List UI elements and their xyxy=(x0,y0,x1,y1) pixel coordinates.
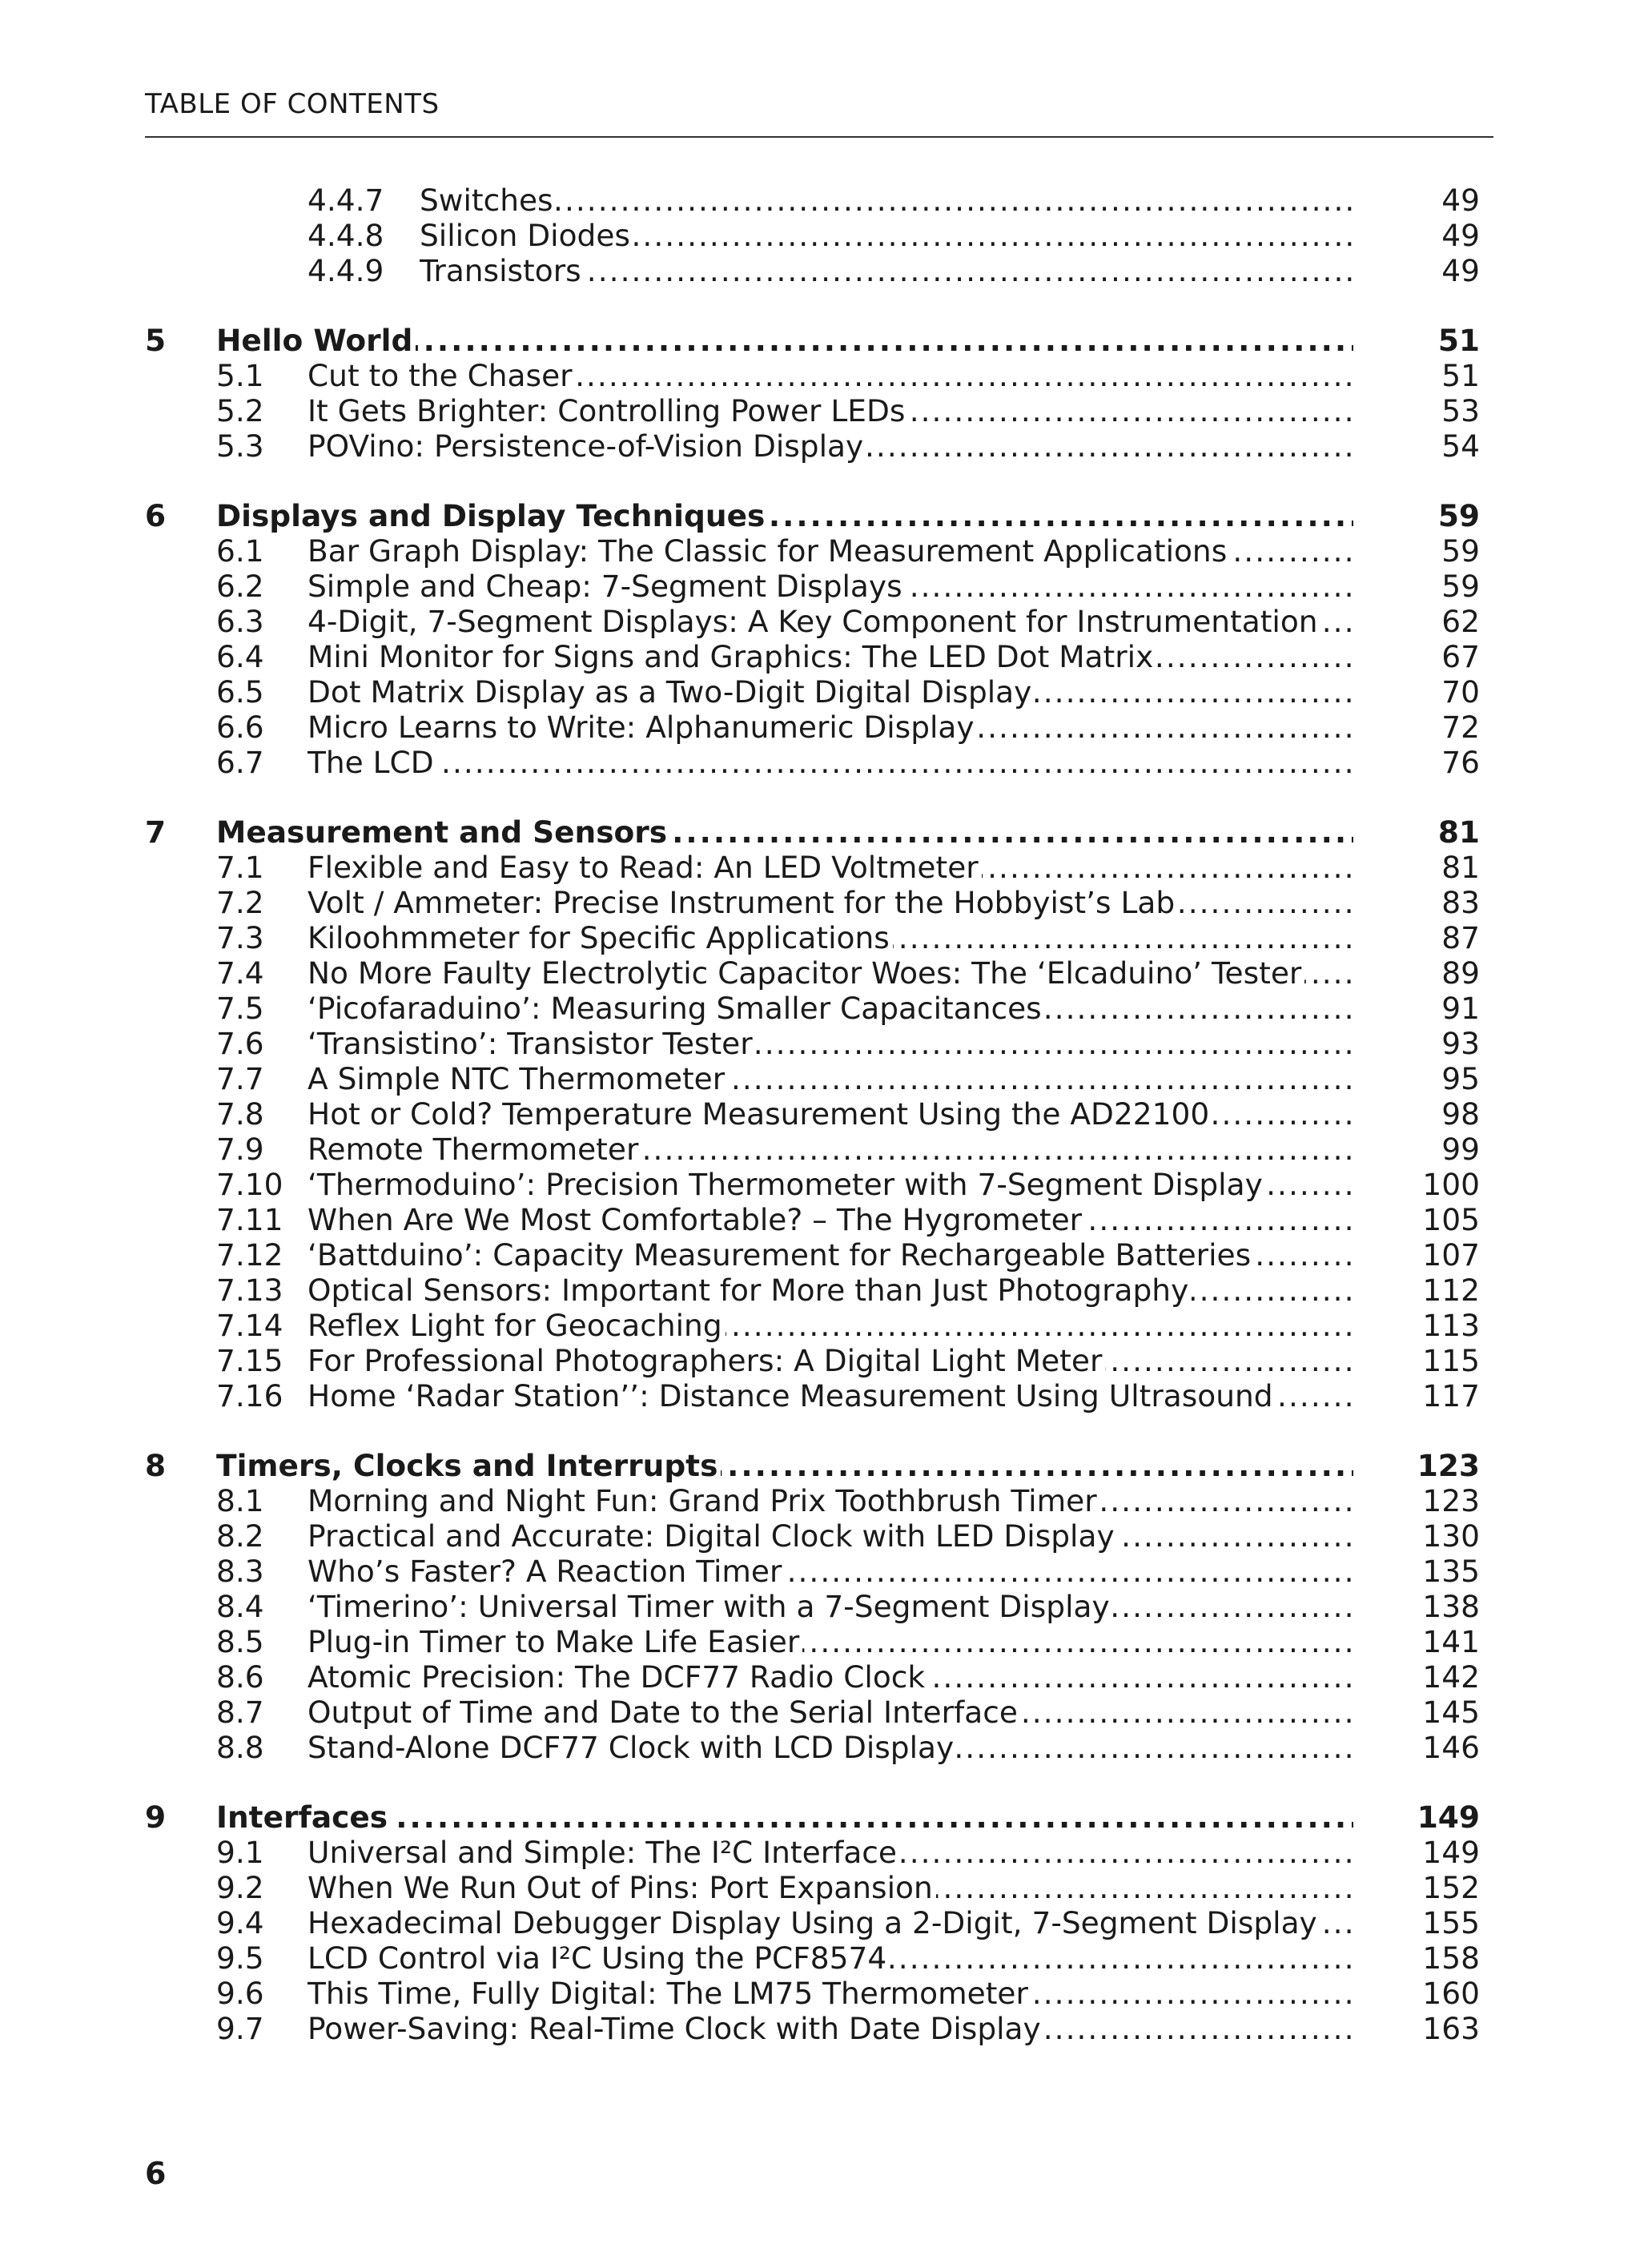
page-number: 6 xyxy=(145,2156,167,2191)
toc-section-title: Micro Learns to Write: Alphanumeric Display xyxy=(308,710,978,745)
toc-section-title: Transistors xyxy=(420,253,585,288)
toc-section-title: Hello World xyxy=(216,323,416,358)
toc-entry-row xyxy=(0,1659,1640,1695)
toc-title-leader xyxy=(308,1483,1357,1518)
toc-page-number: 59 xyxy=(1441,533,1480,569)
toc-page-number: 130 xyxy=(1422,1518,1480,1554)
toc-section-title: The LCD xyxy=(308,745,437,780)
toc-section-number: 7.3 xyxy=(216,920,264,955)
toc-page-number: 141 xyxy=(1422,1624,1480,1659)
toc-page-number: 99 xyxy=(1441,1132,1480,1167)
toc-page-number: 100 xyxy=(1422,1167,1480,1202)
toc-page-number: 51 xyxy=(1441,358,1480,393)
toc-entry-row xyxy=(0,183,1640,218)
toc-entry-row xyxy=(0,1870,1640,1905)
toc-entry-row xyxy=(0,1518,1640,1554)
toc-entry-row xyxy=(0,1237,1640,1273)
toc-page-number: 49 xyxy=(1441,183,1480,218)
toc-title-leader xyxy=(216,814,1353,850)
toc-section-number: 7.14 xyxy=(216,1308,283,1343)
toc-section-title: A Simple NTC Thermometer xyxy=(308,1061,728,1096)
toc-section-number: 6.3 xyxy=(216,604,264,639)
toc-entry-row xyxy=(0,1061,1640,1096)
toc-section-title: For Professional Photographers: A Digital Light Meter xyxy=(308,1343,1105,1378)
toc-section-title: Dot Matrix Display as a Two-Digit Digital Display xyxy=(308,674,1035,710)
toc-title-leader xyxy=(308,1061,1357,1096)
toc-section-number: 6.2 xyxy=(216,569,264,604)
toc-chapter-row xyxy=(0,814,1640,850)
toc-section-number: 6.5 xyxy=(216,674,264,710)
toc-section-number: 8.4 xyxy=(216,1589,264,1624)
toc-entry-row xyxy=(0,1132,1640,1167)
toc-title-leader xyxy=(308,1589,1357,1624)
toc-page-number: 53 xyxy=(1441,393,1480,428)
toc-title-leader xyxy=(308,1096,1357,1132)
toc-entry-row xyxy=(0,393,1640,428)
toc-title-leader xyxy=(216,498,1353,533)
toc-page-number: 105 xyxy=(1422,1202,1480,1237)
toc-section-title: Atomic Precision: The DCF77 Radio Clock xyxy=(308,1659,928,1695)
toc-section-number: 6.7 xyxy=(216,745,264,780)
toc-page-number: 149 xyxy=(1417,1800,1480,1835)
toc-section-number: 5.1 xyxy=(216,358,264,393)
toc-title-leader xyxy=(308,1554,1357,1589)
toc-title-leader xyxy=(308,674,1357,710)
toc-section-title: Displays and Display Techniques xyxy=(216,498,768,533)
toc-title-leader xyxy=(308,1870,1357,1905)
toc-section-title: Timers, Clocks and Interrupts xyxy=(216,1448,721,1483)
toc-title-leader xyxy=(308,1132,1357,1167)
toc-entry-row xyxy=(0,1624,1640,1659)
toc-section-title: No More Faulty Electrolytic Capacitor Woes: The ‘Elcaduino’ Tester xyxy=(308,955,1304,991)
toc-section-title: POVino: Persistence-of-Vision Display xyxy=(308,428,866,464)
toc-entry-row xyxy=(0,253,1640,288)
toc-section-number: 5.3 xyxy=(216,428,264,464)
toc-section-title: When Are We Most Comfortable? – The Hygrometer xyxy=(308,1202,1085,1237)
toc-title-leader xyxy=(308,710,1357,745)
toc-title-leader xyxy=(308,885,1357,920)
toc-section-number: 6.1 xyxy=(216,533,264,569)
toc-entry-row xyxy=(0,1483,1640,1518)
toc-entry-row xyxy=(0,1378,1640,1413)
toc-section-title: Plug-in Timer to Make Life Easier xyxy=(308,1624,802,1659)
toc-section-number: 8.7 xyxy=(216,1695,264,1730)
toc-section-number: 7.10 xyxy=(216,1167,283,1202)
toc-section-title: When We Run Out of Pins: Port Expansion xyxy=(308,1870,936,1905)
toc-section-number: 7.8 xyxy=(216,1096,264,1132)
toc-title-leader xyxy=(308,1976,1357,2011)
toc-page-number: 155 xyxy=(1422,1905,1480,1940)
toc-title-leader xyxy=(308,1730,1357,1765)
toc-entry-row xyxy=(0,1343,1640,1378)
toc-section-number: 8.6 xyxy=(216,1659,264,1695)
toc-page-number: 81 xyxy=(1441,850,1480,885)
toc-section-number: 9.1 xyxy=(216,1835,264,1870)
toc-section-number: 9.5 xyxy=(216,1940,264,1976)
toc-section-title: ‘Thermoduino’: Precision Thermometer with 7-Segment Display xyxy=(308,1167,1266,1202)
toc-entry-row xyxy=(0,1976,1640,2011)
toc-entry-row xyxy=(0,674,1640,710)
toc-entry-row xyxy=(0,745,1640,780)
toc-section-title: Morning and Night Fun: Grand Prix Toothbrush Timer xyxy=(308,1483,1100,1518)
toc-page-number: 83 xyxy=(1441,885,1480,920)
toc-entry-row xyxy=(0,533,1640,569)
toc-section-number: 7.5 xyxy=(216,991,264,1026)
toc-title-leader xyxy=(308,955,1357,991)
toc-page-number: 76 xyxy=(1441,745,1480,780)
toc-page-number: 138 xyxy=(1422,1589,1480,1624)
toc-section-title: Practical and Accurate: Digital Clock with LED Display xyxy=(308,1518,1118,1554)
toc-section-title: Home ‘Radar Station’’: Distance Measurement Using Ultrasound xyxy=(308,1378,1276,1413)
toc-chapter-row xyxy=(0,323,1640,358)
toc-entry-row xyxy=(0,920,1640,955)
toc-page-number: 123 xyxy=(1422,1483,1480,1518)
toc-title-leader xyxy=(420,218,1357,253)
toc-section-number: 7.2 xyxy=(216,885,264,920)
toc-page-number: 98 xyxy=(1441,1096,1480,1132)
toc-title-leader xyxy=(308,533,1357,569)
toc-section-title: Who’s Faster? A Reaction Timer xyxy=(308,1554,785,1589)
toc-entry-row xyxy=(0,604,1640,639)
toc-entry-row xyxy=(0,1308,1640,1343)
toc-title-leader xyxy=(308,604,1357,639)
toc-entry-row xyxy=(0,1167,1640,1202)
toc-section-title: Silicon Diodes xyxy=(420,218,633,253)
toc-chapter-row xyxy=(0,1800,1640,1835)
toc-entry-row xyxy=(0,1554,1640,1589)
toc-page-number: 67 xyxy=(1441,639,1480,674)
toc-title-leader xyxy=(308,358,1357,393)
toc-section-number: 6.4 xyxy=(216,639,264,674)
toc-title-leader xyxy=(216,1800,1353,1835)
toc-title-leader xyxy=(216,1448,1353,1483)
toc-section-title: Flexible and Easy to Read: An LED Voltmeter xyxy=(308,850,982,885)
toc-title-leader xyxy=(308,1026,1357,1061)
toc-section-number: 5 xyxy=(145,323,167,358)
toc-page-number: 89 xyxy=(1441,955,1480,991)
toc-page-number: 49 xyxy=(1441,253,1480,288)
toc-page-number: 113 xyxy=(1422,1308,1480,1343)
toc-title-leader xyxy=(308,1940,1357,1976)
toc-entry-row xyxy=(0,1589,1640,1624)
toc-title-leader xyxy=(216,323,1353,358)
toc-entry-row xyxy=(0,955,1640,991)
toc-title-leader xyxy=(308,428,1357,464)
toc-section-title: Simple and Cheap: 7-Segment Displays xyxy=(308,569,906,604)
toc-page-number: 93 xyxy=(1441,1026,1480,1061)
toc-page-number: 51 xyxy=(1437,323,1480,358)
toc-section-number: 7 xyxy=(145,814,167,850)
toc-section-number: 9.2 xyxy=(216,1870,264,1905)
toc-section-title: Hexadecimal Debugger Display Using a 2-Digit, 7-Segment Display xyxy=(308,1905,1320,1940)
toc-title-leader xyxy=(308,1167,1357,1202)
toc-section-number: 7.12 xyxy=(216,1237,283,1273)
toc-section-number: 9.4 xyxy=(216,1905,264,1940)
toc-section-number: 7.1 xyxy=(216,850,264,885)
toc-title-leader xyxy=(308,1378,1357,1413)
toc-entry-row xyxy=(0,2011,1640,2046)
toc-section-number: 8.3 xyxy=(216,1554,264,1589)
toc-entry-row xyxy=(0,850,1640,885)
toc-page-number: 115 xyxy=(1422,1343,1480,1378)
toc-title-leader xyxy=(308,1518,1357,1554)
toc-entry-row xyxy=(0,1905,1640,1940)
toc-section-number: 9.7 xyxy=(216,2011,264,2046)
toc-section-number: 4.4.9 xyxy=(308,253,384,288)
toc-entry-row xyxy=(0,569,1640,604)
toc-page-number: 72 xyxy=(1441,710,1480,745)
toc-entry-row xyxy=(0,1096,1640,1132)
toc-page-number: 123 xyxy=(1417,1448,1480,1483)
toc-page-number: 70 xyxy=(1441,674,1480,710)
toc-page-number: 95 xyxy=(1441,1061,1480,1096)
toc-title-leader xyxy=(308,1308,1357,1343)
toc-page-number: 81 xyxy=(1437,814,1480,850)
toc-section-number: 8.2 xyxy=(216,1518,264,1554)
toc-section-title: Interfaces xyxy=(216,1800,391,1835)
toc-page-number: 87 xyxy=(1441,920,1480,955)
toc-title-leader xyxy=(308,920,1357,955)
toc-title-leader xyxy=(308,1237,1357,1273)
toc-title-leader xyxy=(308,639,1357,674)
toc-section-number: 9 xyxy=(145,1800,167,1835)
toc-section-title: Mini Monitor for Signs and Graphics: The LED Dot Matrix xyxy=(308,639,1156,674)
toc-page-number: 149 xyxy=(1422,1835,1480,1870)
toc-page-number: 59 xyxy=(1441,569,1480,604)
toc-page-number: 152 xyxy=(1422,1870,1480,1905)
toc-entry-row xyxy=(0,991,1640,1026)
toc-section-number: 7.4 xyxy=(216,955,264,991)
toc-section-number: 7.15 xyxy=(216,1343,283,1378)
toc-section-title: Remote Thermometer xyxy=(308,1132,641,1167)
toc-title-leader xyxy=(308,393,1357,428)
toc-page-number: 158 xyxy=(1422,1940,1480,1976)
toc-entry-row xyxy=(0,1202,1640,1237)
toc-entry-row xyxy=(0,1026,1640,1061)
toc-section-title: ‘Timerino’: Universal Timer with a 7-Segment Display xyxy=(308,1589,1113,1624)
toc-section-number: 8.5 xyxy=(216,1624,264,1659)
toc-chapter-row xyxy=(0,1448,1640,1483)
toc-section-title: Reflex Light for Geocaching xyxy=(308,1308,726,1343)
toc-section-number: 7.6 xyxy=(216,1026,264,1061)
toc-section-number: 7.16 xyxy=(216,1378,283,1413)
toc-title-leader xyxy=(308,1343,1357,1378)
toc-page-number: 117 xyxy=(1422,1378,1480,1413)
toc-section-number: 9.6 xyxy=(216,1976,264,2011)
toc-section-title: Optical Sensors: Important for More than Just Photography xyxy=(308,1273,1192,1308)
toc-page-number: 59 xyxy=(1437,498,1480,533)
toc-page-number: 145 xyxy=(1422,1695,1480,1730)
toc-page-number: 91 xyxy=(1441,991,1480,1026)
toc-section-title: Switches xyxy=(420,183,557,218)
toc-section-title: 4-Digit, 7-Segment Displays: A Key Component for Instrumentation xyxy=(308,604,1321,639)
toc-title-leader xyxy=(308,1905,1357,1940)
toc-entry-row xyxy=(0,428,1640,464)
toc-section-title: ‘Transistino’: Transistor Tester xyxy=(308,1026,756,1061)
toc-title-leader xyxy=(308,850,1357,885)
toc-section-title: Output of Time and Date to the Serial Interface xyxy=(308,1695,1021,1730)
toc-title-leader xyxy=(308,1659,1357,1695)
toc-chapter-row xyxy=(0,498,1640,533)
toc-entry-row xyxy=(0,885,1640,920)
toc-page-number: 107 xyxy=(1422,1237,1480,1273)
toc-title-leader xyxy=(308,1835,1357,1870)
toc-title-leader xyxy=(308,991,1357,1026)
toc-section-title: This Time, Fully Digital: The LM75 Thermometer xyxy=(308,1976,1031,2011)
toc-page-number: 160 xyxy=(1422,1976,1480,2011)
toc-section-title: Kiloohmmeter for Specific Applications xyxy=(308,920,893,955)
table-of-contents xyxy=(0,183,1640,2046)
toc-page-number: 135 xyxy=(1422,1554,1480,1589)
toc-entry-row xyxy=(0,1273,1640,1308)
toc-section-title: ‘Picofaraduino’: Measuring Smaller Capacitances xyxy=(308,991,1045,1026)
toc-title-leader xyxy=(420,183,1357,218)
toc-section-number: 7.11 xyxy=(216,1202,283,1237)
page-header: TABLE OF CONTENTS xyxy=(145,88,440,120)
toc-title-leader xyxy=(308,1624,1357,1659)
toc-section-title: LCD Control via I²C Using the PCF8574 xyxy=(308,1940,890,1976)
toc-page-number: 49 xyxy=(1441,218,1480,253)
toc-title-leader xyxy=(420,253,1357,288)
toc-title-leader xyxy=(308,1202,1357,1237)
toc-section-number: 4.4.7 xyxy=(308,183,384,218)
toc-section-number: 7.9 xyxy=(216,1132,264,1167)
toc-section-title: Stand-Alone DCF77 Clock with LCD Display xyxy=(308,1730,957,1765)
toc-section-number: 6 xyxy=(145,498,167,533)
toc-entry-row xyxy=(0,639,1640,674)
toc-section-number: 5.2 xyxy=(216,393,264,428)
toc-entry-row xyxy=(0,1940,1640,1976)
header-divider xyxy=(145,136,1493,138)
toc-title-leader xyxy=(308,1695,1357,1730)
toc-section-title: Cut to the Chaser xyxy=(308,358,576,393)
toc-section-number: 8 xyxy=(145,1448,167,1483)
toc-title-leader xyxy=(308,569,1357,604)
toc-section-number: 8.1 xyxy=(216,1483,264,1518)
toc-page-number: 142 xyxy=(1422,1659,1480,1695)
toc-section-title: Hot or Cold? Temperature Measurement Using the AD22100 xyxy=(308,1096,1212,1132)
toc-title-leader xyxy=(308,745,1357,780)
toc-section-title: Measurement and Sensors xyxy=(216,814,670,850)
toc-section-title: Volt / Ammeter: Precise Instrument for the Hobbyist’s Lab xyxy=(308,885,1178,920)
toc-section-title: ‘Battduino’: Capacity Measurement for Rechargeable Batteries xyxy=(308,1237,1254,1273)
toc-section-title: Power-Saving: Real-Time Clock with Date Display xyxy=(308,2011,1044,2046)
toc-section-number: 7.7 xyxy=(216,1061,264,1096)
toc-section-title: Universal and Simple: The I²C Interface xyxy=(308,1835,900,1870)
toc-entry-row xyxy=(0,1695,1640,1730)
toc-title-leader xyxy=(308,1273,1357,1308)
toc-entry-row xyxy=(0,218,1640,253)
toc-section-number: 8.8 xyxy=(216,1730,264,1765)
toc-page-number: 163 xyxy=(1422,2011,1480,2046)
toc-entry-row xyxy=(0,1730,1640,1765)
toc-entry-row xyxy=(0,1835,1640,1870)
toc-section-number: 7.13 xyxy=(216,1273,283,1308)
toc-section-number: 4.4.8 xyxy=(308,218,384,253)
toc-section-number: 6.6 xyxy=(216,710,264,745)
toc-entry-row xyxy=(0,358,1640,393)
toc-entry-row xyxy=(0,710,1640,745)
toc-page-number: 146 xyxy=(1422,1730,1480,1765)
toc-title-leader xyxy=(308,2011,1357,2046)
toc-page-number: 62 xyxy=(1441,604,1480,639)
toc-section-title: Bar Graph Display: The Classic for Measurement Applications xyxy=(308,533,1230,569)
toc-page-number: 54 xyxy=(1441,428,1480,464)
toc-section-title: It Gets Brighter: Controlling Power LEDs xyxy=(308,393,908,428)
toc-page-number: 112 xyxy=(1422,1273,1480,1308)
